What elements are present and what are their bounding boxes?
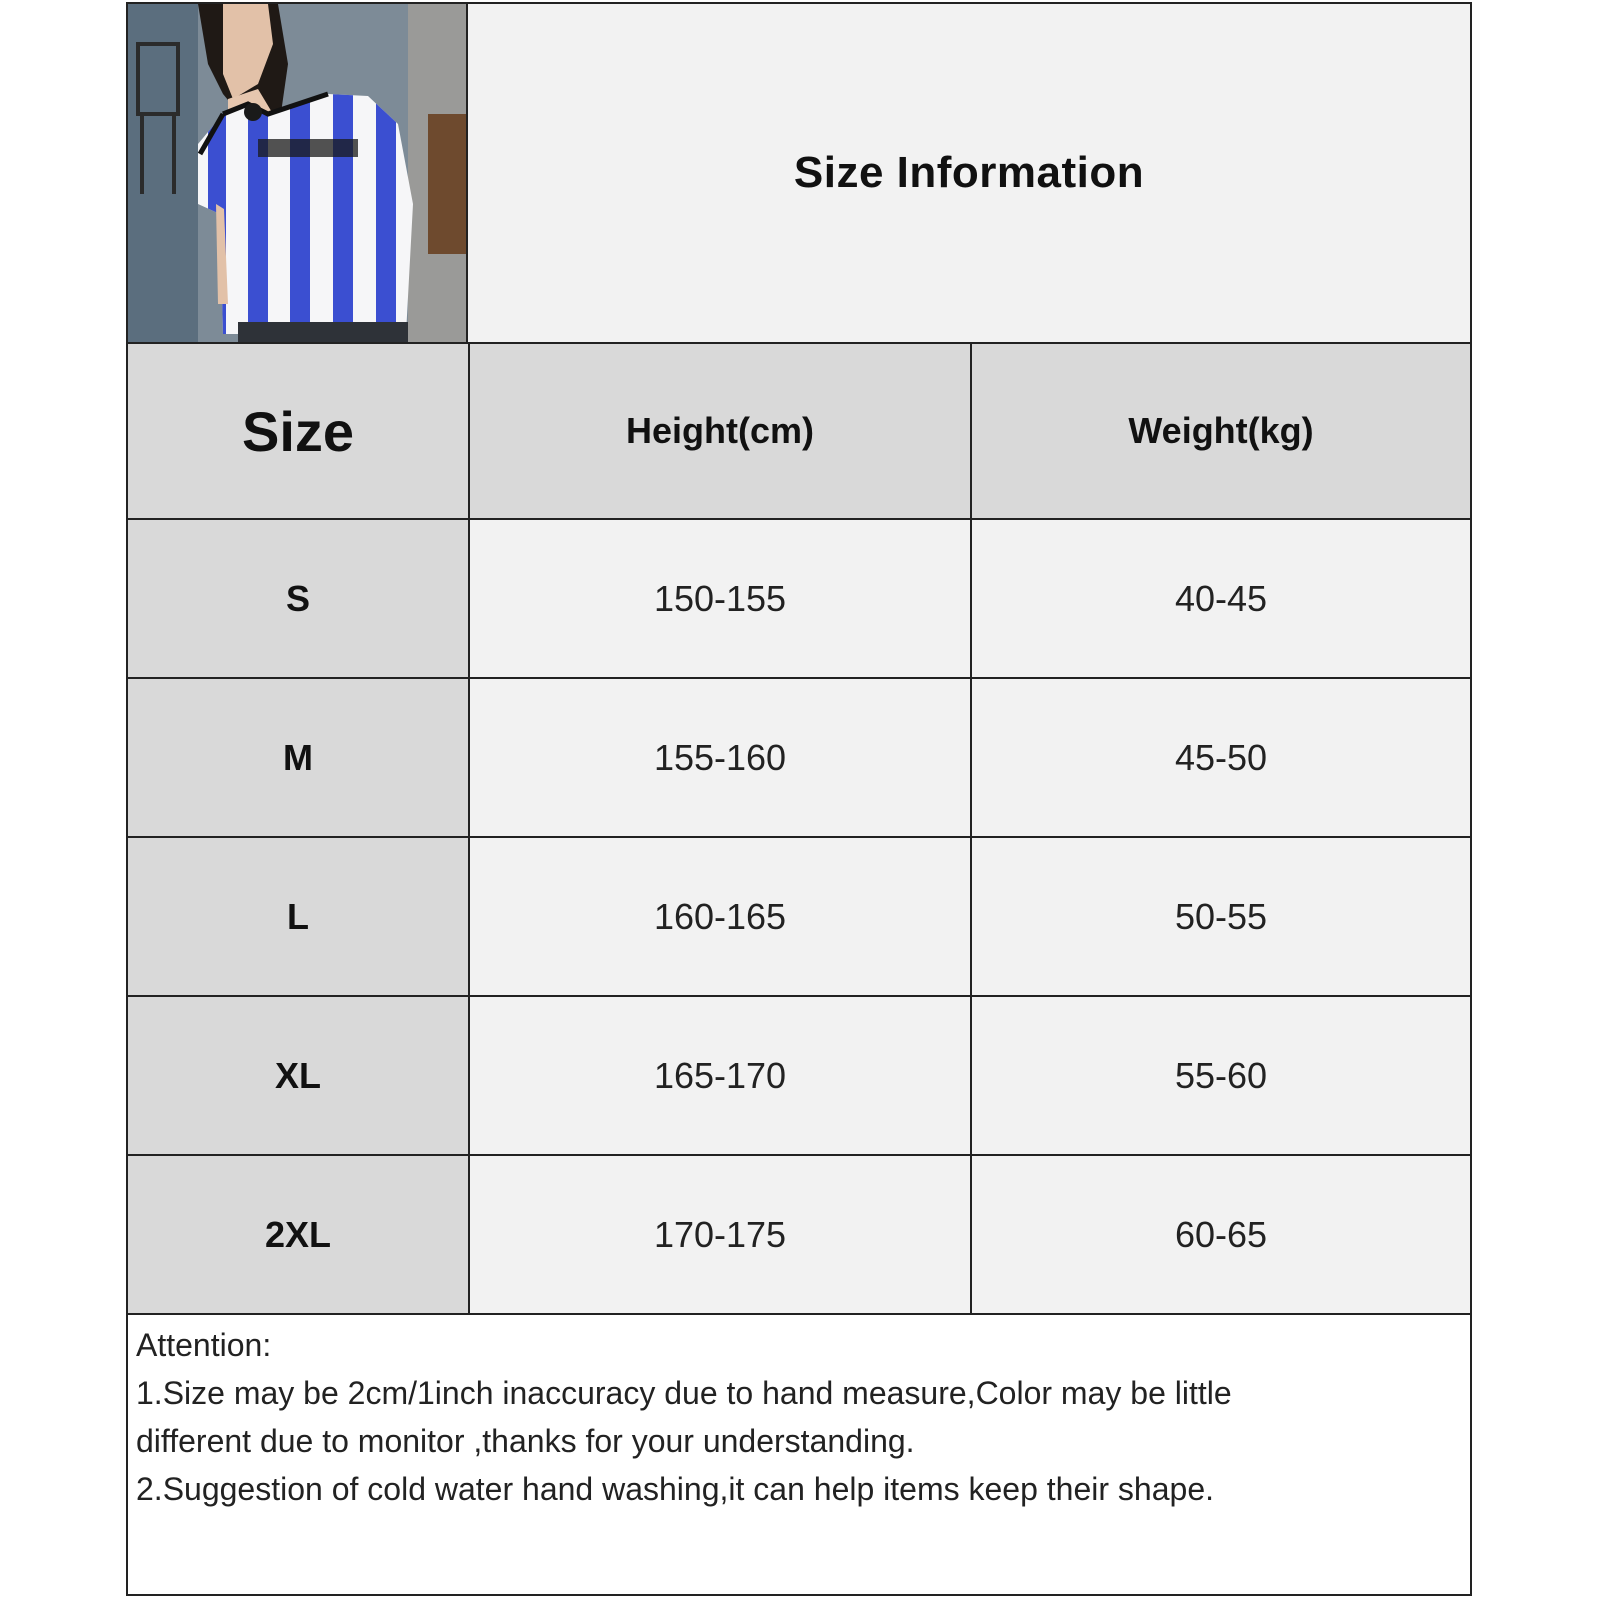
size-cell-m: M	[128, 679, 468, 838]
notes-heading: Attention:	[136, 1327, 272, 1363]
weight-cell-m: 45-50	[970, 679, 1470, 838]
notes-line-2: different due to monitor ,thanks for your understanding.	[136, 1423, 915, 1459]
height-cell-m: 155-160	[468, 679, 970, 838]
product-photo	[128, 4, 468, 344]
height-cell-s: 150-155	[468, 520, 970, 679]
size-cell-l: L	[128, 838, 468, 997]
size-cell-2xl: 2XL	[128, 1156, 468, 1315]
size-cell-xl: XL	[128, 997, 468, 1156]
header-size: Size	[128, 344, 468, 520]
weight-cell-2xl: 60-65	[970, 1156, 1470, 1315]
size-chart	[126, 2, 1472, 1596]
height-cell-xl: 165-170	[468, 997, 970, 1156]
page-title: Size Information	[468, 4, 1470, 344]
striped-shirt-photo-illustration	[128, 4, 468, 344]
weight-cell-s: 40-45	[970, 520, 1470, 679]
height-cell-2xl: 170-175	[468, 1156, 970, 1315]
weight-cell-xl: 55-60	[970, 997, 1470, 1156]
notes-line-3: 2.Suggestion of cold water hand washing,it can help items keep their shape.	[136, 1471, 1214, 1507]
notes-line-1: 1.Size may be 2cm/1inch inaccuracy due to hand measure,Color may be little	[136, 1375, 1232, 1411]
attention-notes	[128, 1315, 1470, 1513]
header-weight: Weight(kg)	[970, 344, 1470, 520]
header-height: Height(cm)	[468, 344, 970, 520]
height-cell-l: 160-165	[468, 838, 970, 997]
size-cell-s: S	[128, 520, 468, 679]
weight-cell-l: 50-55	[970, 838, 1470, 997]
